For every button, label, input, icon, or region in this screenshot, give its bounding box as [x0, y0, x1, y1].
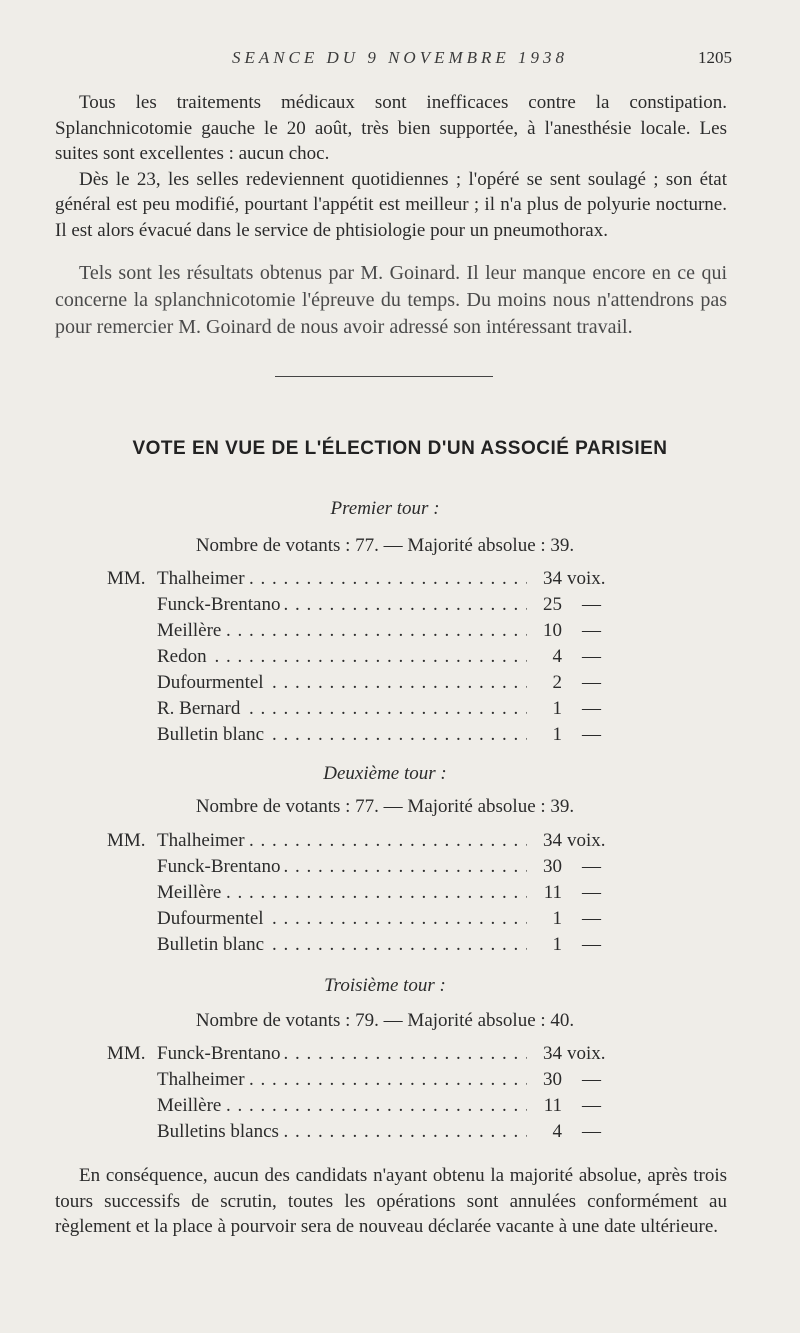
section-title: VOTE EN VUE DE L'ÉLECTION D'UN ASSOCIÉ PARISIEN — [132, 438, 668, 459]
vote-unit: — — [582, 856, 601, 877]
vote-count: 34 — [543, 1043, 562, 1064]
result-row — [0, 672, 800, 698]
vote-unit: — — [582, 698, 601, 719]
vote-unit: — — [582, 646, 601, 667]
result-row — [0, 594, 800, 620]
candidate-name: Bulletin blanc . . . — [157, 724, 527, 746]
candidate-name: Thalheimer . . . — [157, 568, 527, 590]
result-row — [0, 698, 800, 724]
result-row — [0, 1121, 800, 1147]
candidate-name: Meillère . . . — [157, 620, 527, 642]
paragraph-case-report — [55, 90, 727, 243]
result-row — [0, 908, 800, 934]
candidate-name: Bulletins blancs . . . — [157, 1121, 527, 1143]
running-title: SEANCE DU 9 NOVEMBRE 1938 — [231, 48, 569, 67]
result-row — [0, 830, 800, 856]
candidate-name: Meillère . . . — [157, 882, 527, 904]
candidate-name: Funck-Brentano . . . — [157, 1043, 527, 1065]
vote-count: 4 — [552, 1121, 562, 1142]
vote-unit: — — [582, 1121, 601, 1142]
vote-count: 1 — [552, 698, 562, 719]
paragraph-final — [55, 1163, 727, 1240]
mm-prefix: MM. — [107, 1043, 146, 1064]
vote-count: 34 — [543, 568, 562, 589]
vote-count: 1 — [552, 724, 562, 745]
round-title-1: Premier tour : — [330, 498, 440, 519]
candidate-name: Bulletin blanc . . . — [157, 934, 527, 956]
vote-unit: — — [582, 934, 601, 955]
round-results-2 — [0, 830, 800, 960]
candidate-name: Dufourmentel . . . — [157, 672, 527, 694]
paragraph-results: Tels sont les résultats obtenus par M. Goinard. Il leur manque encore en ce qui concerne la splanchnicotomie l'épreuve du temps. Du moins nous n'attendrons pas pour remercier M. Goinard de nous avoir adressé son intéressant travail. — [55, 262, 727, 338]
vote-unit: voix. — [567, 1043, 606, 1064]
result-row — [0, 568, 800, 594]
candidate-name: R. Bernard . . . — [157, 698, 527, 720]
paragraph-outcome: Dès le 23, les selles redeviennent quotidiennes ; l'opéré se sent soulagé ; son état général est peu modifié, pourtant l'appétit est meilleur ; il n'a plus de polyurie nocturne. Il est alors évacué dans le service de phtisiologie pour un pneumothorax. — [55, 168, 727, 241]
candidate-name: Thalheimer . . . — [157, 830, 527, 852]
result-row — [0, 646, 800, 672]
paragraph-treatment: Tous les traitements médicaux sont inefficaces contre la constipation. Splanchnicotomie gauche le 20 août, très bien supportée, à l'anesthésie locale. Les suites sont excellentes : aucun choc. — [55, 92, 727, 164]
round-summary-2: Nombre de votants : 77. — Majorité absolue : 39. — [195, 796, 575, 817]
vote-unit: — — [582, 882, 601, 903]
vote-count: 25 — [543, 594, 562, 615]
vote-unit: voix. — [567, 830, 606, 851]
paragraph-conclusion — [55, 260, 727, 341]
result-row — [0, 934, 800, 960]
candidate-name: Meillère . . . — [157, 1095, 527, 1117]
result-row — [0, 1095, 800, 1121]
vote-count: 4 — [552, 646, 562, 667]
mm-prefix: MM. — [107, 830, 146, 851]
vote-count: 34 — [543, 830, 562, 851]
vote-unit: — — [582, 1095, 601, 1116]
candidate-name: Thalheimer . . . — [157, 1069, 527, 1091]
round-results-3 — [0, 1043, 800, 1147]
vote-unit: — — [582, 724, 601, 745]
vote-unit: voix. — [567, 568, 606, 589]
vote-unit: — — [582, 594, 601, 615]
result-row — [0, 724, 800, 750]
vote-count: 30 — [543, 1069, 562, 1090]
vote-unit: — — [582, 672, 601, 693]
round-title-3: Troisième tour : — [324, 975, 446, 996]
vote-count: 1 — [552, 934, 562, 955]
candidate-name: Funck-Brentano . . . — [157, 594, 527, 616]
result-row — [0, 1069, 800, 1095]
round-summary-1: Nombre de votants : 77. — Majorité absolue : 39. — [195, 535, 575, 556]
vote-unit: — — [582, 908, 601, 929]
candidate-name: Dufourmentel . . . — [157, 908, 527, 930]
result-row — [0, 882, 800, 908]
result-row — [0, 620, 800, 646]
result-row — [0, 1043, 800, 1069]
vote-unit: — — [582, 1069, 601, 1090]
candidate-name: Funck-Brentano . . . — [157, 856, 527, 878]
page-number: 1205 — [698, 48, 732, 67]
round-title-2: Deuxième tour : — [323, 763, 447, 784]
page-header — [0, 44, 800, 74]
vote-count: 30 — [543, 856, 562, 877]
section-divider — [275, 376, 493, 377]
vote-count: 10 — [543, 620, 562, 641]
vote-count: 11 — [543, 882, 562, 903]
result-row — [0, 856, 800, 882]
vote-count: 2 — [552, 672, 562, 693]
mm-prefix: MM. — [107, 568, 146, 589]
round-summary-3: Nombre de votants : 79. — Majorité absolue : 40. — [195, 1010, 575, 1031]
candidate-name: Redon . . . — [157, 646, 527, 668]
paragraph-decision: En conséquence, aucun des candidats n'ayant obtenu la majorité absolue, après trois tours successifs de scrutin, toutes les opérations sont annulées conformément au règlement et la place à pourvoir sera de nouveau déclarée vacante à une date ultérieure. — [55, 1165, 727, 1237]
vote-count: 11 — [543, 1095, 562, 1116]
round-results-1 — [0, 568, 800, 750]
vote-count: 1 — [552, 908, 562, 929]
vote-unit: — — [582, 620, 601, 641]
